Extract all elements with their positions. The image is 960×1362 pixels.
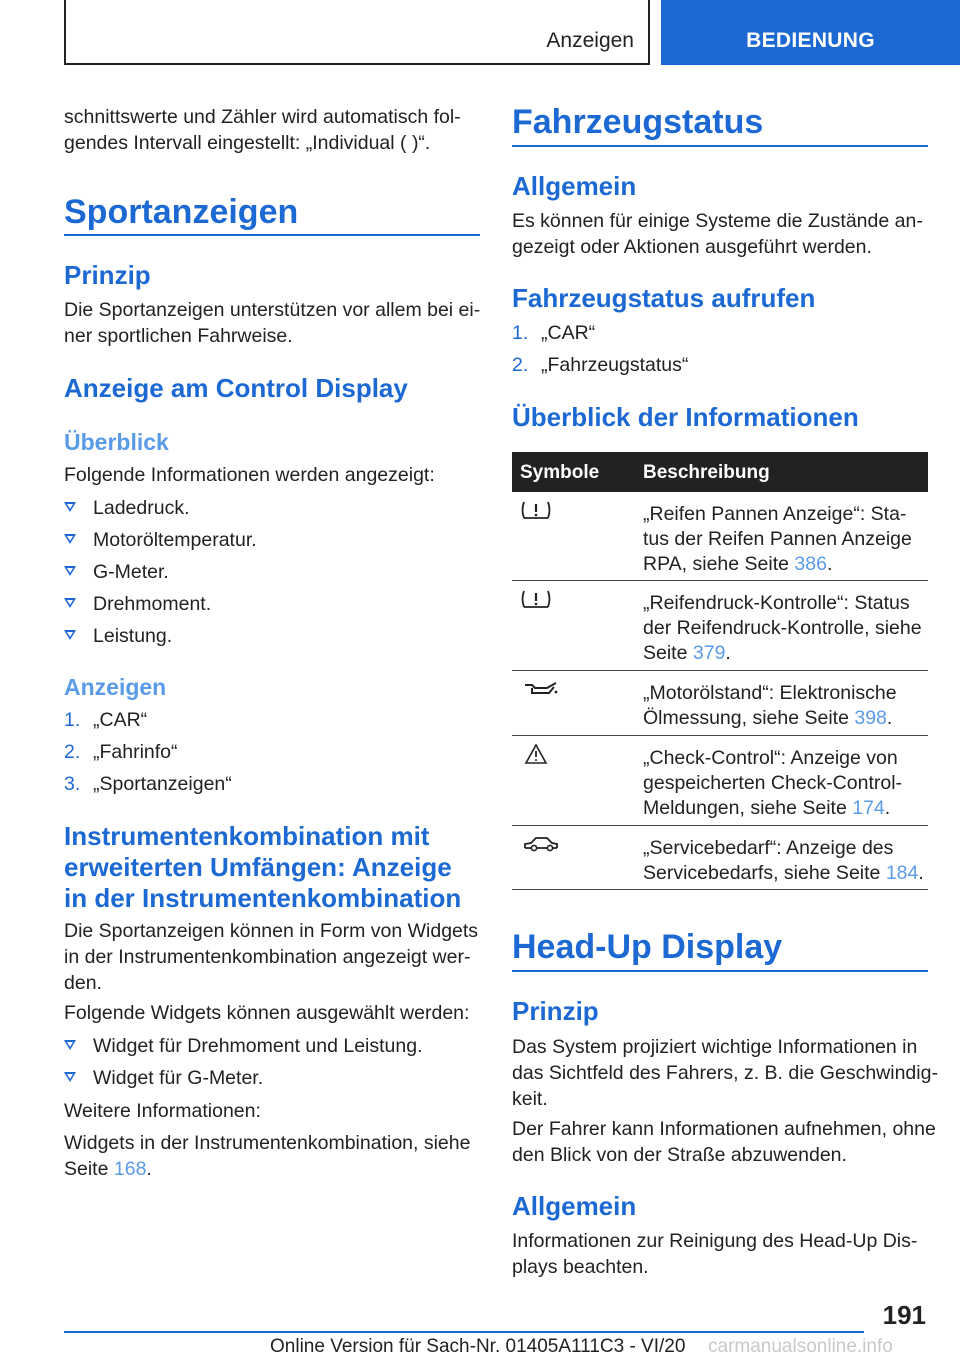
footer-watermark: carmanualsonline.info <box>708 1336 893 1357</box>
widgets-text: Folgende Widgets können ausgewählt werden: <box>64 1002 470 1024</box>
section-rule <box>512 970 928 972</box>
table-row <box>512 492 928 581</box>
header-section-title: Anzeigen <box>546 29 634 52</box>
page-number: 191 <box>882 1300 926 1330</box>
heading-fahrzeugstatus-aufrufen: Fahrzeugstatus aufrufen <box>512 283 816 313</box>
hud-allgemein-text: Informationen zur Reinigung des Head-Up Dis- plays beachten. <box>512 1230 918 1278</box>
bullet-triangle-icon <box>64 1072 76 1082</box>
car-service-icon <box>516 832 566 856</box>
section-title-head-up-display: Head-Up Display <box>512 928 783 966</box>
intro-text: schnittswerte und Zähler wird automatisch fol- gendes Intervall eingestellt: „Individual ( )“. <box>64 106 461 154</box>
heading-ueberblick: Überblick <box>64 429 169 455</box>
hud-prinzip-text: Das System projiziert wichtige Informationen in das Sichtfeld des Fahrers, z. B. die Geschwindig- keit. <box>512 1036 938 1110</box>
heading-hud-prinzip: Prinzip <box>512 996 599 1026</box>
header-frame <box>64 0 650 65</box>
page-link[interactable]: 379 <box>692 642 726 664</box>
page-link[interactable]: 386 <box>794 553 827 575</box>
heading-prinzip: Prinzip <box>64 260 151 290</box>
warning-triangle-icon <box>518 742 554 766</box>
heading-ueberblick-informationen: Überblick der Informationen <box>512 402 859 432</box>
prinzip-text: Die Sportanzeigen unterstützen vor allem bei ei- ner sportlichen Fahrweise. <box>64 299 481 347</box>
weitere-text: Weitere Informationen: <box>64 1100 261 1122</box>
section-title-fahrzeugstatus: Fahrzeugstatus <box>512 103 764 141</box>
table-header-beschreibung: Beschreibung <box>643 462 770 483</box>
bullet-triangle-icon <box>64 598 76 608</box>
heading-control-display: Anzeige am Control Display <box>64 373 408 403</box>
section-title-sportanzeigen: Sportanzeigen <box>64 193 299 231</box>
oil-can-icon <box>516 677 566 701</box>
header-chapter-label: BEDIENUNG <box>746 29 875 52</box>
row-description: „Reifendruck-Kontrolle“: Status der Reifendruck-Kontrolle, siehe Seite 379. <box>643 592 922 664</box>
section-rule <box>64 234 480 236</box>
weitere-link-text: Widgets in der Instrumentenkombination, siehe Seite 168. <box>64 1132 471 1180</box>
header-chapter-tab[interactable] <box>661 0 960 65</box>
instrumentenkombination-text: Die Sportanzeigen können in Form von Widgets in der Instrumentenkombination angezeigt wer- den. <box>64 920 479 994</box>
heading-hud-allgemein: Allgemein <box>512 1191 637 1221</box>
tire-warning-icon <box>518 498 554 522</box>
table-row <box>512 581 928 671</box>
page-link[interactable]: 184 <box>885 862 919 884</box>
bullet-triangle-icon <box>64 566 76 576</box>
table-header-symbole: Symbole <box>520 462 600 483</box>
row-description: „Motorölstand“: Elektronische Ölmessung, siehe Seite 398. <box>643 682 897 729</box>
table-header <box>512 452 928 492</box>
section-rule <box>512 145 928 147</box>
page-link[interactable]: 398 <box>854 707 887 729</box>
page-link[interactable]: 174 <box>852 797 885 819</box>
row-description: „Servicebedarf“: Anzeige des Servicebedarfs, siehe Seite 184. <box>643 837 924 884</box>
table-row <box>512 736 928 826</box>
allgemein-text: Es können für einige Systeme die Zustände an- gezeigt oder Aktionen ausgeführt werden. <box>512 210 923 258</box>
ueberblick-text: Folgende Informationen werden angezeigt: <box>64 464 435 486</box>
tire-warning-icon <box>518 587 554 611</box>
bullet-triangle-icon <box>64 630 76 640</box>
page-link[interactable]: 168 <box>113 1158 147 1180</box>
bullet-triangle-icon <box>64 534 76 544</box>
footer-text: Online Version für Sach-Nr. 01405A111C3 - VI/20 <box>270 1336 686 1357</box>
bullet-triangle-icon <box>64 502 76 512</box>
table-row <box>512 671 928 736</box>
table-row <box>512 826 928 890</box>
hud-prinzip-text-2: Der Fahrer kann Informationen aufnehmen, ohne den Blick von der Straße abzuwenden. <box>512 1118 936 1166</box>
heading-instrumentenkombination: Instrumentenkombination mit erweiterten Umfängen: Anzeige in der Instrumentenkombination <box>64 821 462 913</box>
footer-rule <box>64 1331 864 1333</box>
heading-allgemein: Allgemein <box>512 171 637 201</box>
row-description: „Reifen Pannen Anzeige“: Sta- tus der Reifen Pannen Anzeige RPA, siehe Seite 386. <box>643 503 912 575</box>
heading-anzeigen: Anzeigen <box>64 674 167 700</box>
row-description: „Check-Control“: Anzeige von gespeicherten Check-Control- Meldungen, siehe Seite 174. <box>643 747 903 819</box>
bullet-triangle-icon <box>64 1040 76 1050</box>
